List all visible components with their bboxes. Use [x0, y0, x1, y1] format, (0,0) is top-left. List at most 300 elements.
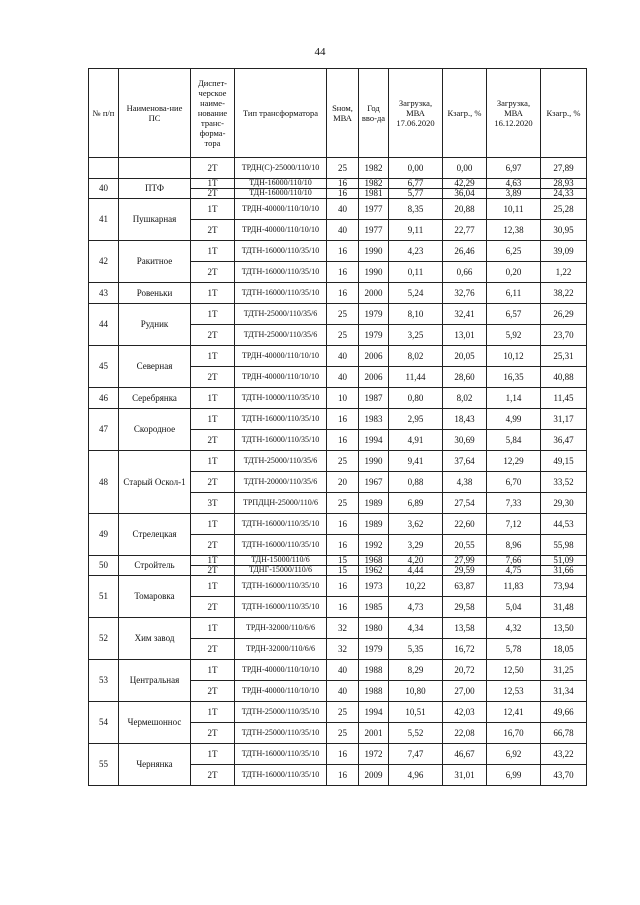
cell-type: ТРДН-40000/110/10/10 — [235, 660, 327, 681]
cell-k1: 20,88 — [443, 199, 487, 220]
cell-disp: 1Т — [191, 409, 235, 430]
cell-k2: 28,93 — [541, 179, 587, 189]
cell-year: 1992 — [359, 535, 389, 556]
cell-disp: 2Т — [191, 597, 235, 618]
cell-load1: 9,11 — [389, 220, 443, 241]
cell-substation-name: Серебрянка — [119, 388, 191, 409]
cell-substation-name: ПТФ — [119, 179, 191, 199]
cell-snom: 16 — [327, 409, 359, 430]
cell-year: 1990 — [359, 241, 389, 262]
cell-year: 1962 — [359, 566, 389, 576]
cell-load2: 6,92 — [487, 744, 541, 765]
cell-type: ТДТН-25000/110/35/6 — [235, 304, 327, 325]
cell-num: 43 — [89, 283, 119, 304]
cell-load2: 12,53 — [487, 681, 541, 702]
cell-load1: 10,51 — [389, 702, 443, 723]
cell-load2: 4,32 — [487, 618, 541, 639]
cell-substation-name: Ровеньки — [119, 283, 191, 304]
cell-k1: 8,02 — [443, 388, 487, 409]
cell-k2: 51,09 — [541, 556, 587, 566]
cell-load1: 4,44 — [389, 566, 443, 576]
cell-year: 1994 — [359, 430, 389, 451]
cell-type: ТДТН-16000/110/35/10 — [235, 262, 327, 283]
cell-num: 50 — [89, 556, 119, 576]
cell-snom: 16 — [327, 241, 359, 262]
cell-snom: 40 — [327, 199, 359, 220]
cell-k1: 42,03 — [443, 702, 487, 723]
cell-snom: 15 — [327, 556, 359, 566]
header-k1: Кзагр., % — [443, 69, 487, 158]
cell-year: 1979 — [359, 639, 389, 660]
cell-k2: 66,78 — [541, 723, 587, 744]
cell-load2: 6,97 — [487, 158, 541, 179]
header-type: Тип трансформатора — [235, 69, 327, 158]
cell-load2: 6,57 — [487, 304, 541, 325]
cell-k2: 30,95 — [541, 220, 587, 241]
header-disp: Диспет-черское наиме-нование транс-форма-тора — [191, 69, 235, 158]
cell-snom: 40 — [327, 367, 359, 388]
cell-load2: 7,12 — [487, 514, 541, 535]
cell-load2: 11,83 — [487, 576, 541, 597]
cell-year: 1988 — [359, 681, 389, 702]
cell-k1: 13,01 — [443, 325, 487, 346]
cell-year: 1990 — [359, 451, 389, 472]
cell-disp: 2Т — [191, 325, 235, 346]
cell-k2: 23,70 — [541, 325, 587, 346]
cell-year: 1985 — [359, 597, 389, 618]
cell-type: ТДТН-16000/110/35/10 — [235, 535, 327, 556]
cell-year: 1972 — [359, 744, 389, 765]
cell-k1: 46,67 — [443, 744, 487, 765]
cell-load1: 3,29 — [389, 535, 443, 556]
cell-load1: 0,80 — [389, 388, 443, 409]
cell-snom: 40 — [327, 346, 359, 367]
cell-type: ТРПДЦН-25000/110/6 — [235, 493, 327, 514]
cell-substation-name: Центральная — [119, 660, 191, 702]
cell-substation-name: Стрелецкая — [119, 514, 191, 556]
cell-disp: 2Т — [191, 723, 235, 744]
cell-snom: 16 — [327, 514, 359, 535]
cell-type: ТДНГ-15000/110/6 — [235, 566, 327, 576]
cell-num — [89, 158, 119, 179]
cell-type: ТДТН-25000/110/35/6 — [235, 451, 327, 472]
cell-type: ТДТН-25000/110/35/10 — [235, 723, 327, 744]
cell-snom: 16 — [327, 597, 359, 618]
cell-load1: 4,91 — [389, 430, 443, 451]
cell-year: 2000 — [359, 283, 389, 304]
table-row — [89, 514, 587, 535]
cell-k1: 29,58 — [443, 597, 487, 618]
cell-load1: 4,73 — [389, 597, 443, 618]
cell-year: 1977 — [359, 199, 389, 220]
cell-disp: 1Т — [191, 388, 235, 409]
cell-load2: 5,92 — [487, 325, 541, 346]
cell-k1: 27,99 — [443, 556, 487, 566]
cell-k2: 11,45 — [541, 388, 587, 409]
cell-k1: 0,00 — [443, 158, 487, 179]
cell-year: 1981 — [359, 189, 389, 199]
cell-year: 2006 — [359, 346, 389, 367]
cell-disp: 1Т — [191, 660, 235, 681]
cell-type: ТДТН-16000/110/35/10 — [235, 283, 327, 304]
cell-k2: 31,34 — [541, 681, 587, 702]
cell-year: 1968 — [359, 556, 389, 566]
cell-load2: 7,33 — [487, 493, 541, 514]
cell-substation-name: Пушкарная — [119, 199, 191, 241]
cell-k2: 31,66 — [541, 566, 587, 576]
cell-load2: 6,11 — [487, 283, 541, 304]
cell-type: ТДТН-16000/110/35/10 — [235, 409, 327, 430]
cell-k1: 20,72 — [443, 660, 487, 681]
cell-load2: 0,20 — [487, 262, 541, 283]
cell-load1: 0,00 — [389, 158, 443, 179]
cell-snom: 16 — [327, 179, 359, 189]
header-year: Год вво-да — [359, 69, 389, 158]
cell-disp: 1Т — [191, 346, 235, 367]
cell-disp: 2Т — [191, 189, 235, 199]
cell-snom: 40 — [327, 220, 359, 241]
cell-year: 1982 — [359, 158, 389, 179]
cell-num: 44 — [89, 304, 119, 346]
cell-k1: 30,69 — [443, 430, 487, 451]
cell-type: ТДТН-25000/110/35/6 — [235, 325, 327, 346]
cell-snom: 16 — [327, 765, 359, 786]
cell-disp: 1Т — [191, 702, 235, 723]
cell-k2: 25,31 — [541, 346, 587, 367]
cell-load1: 9,41 — [389, 451, 443, 472]
cell-num: 46 — [89, 388, 119, 409]
cell-disp: 1Т — [191, 241, 235, 262]
cell-year: 1979 — [359, 304, 389, 325]
cell-load2: 10,11 — [487, 199, 541, 220]
cell-snom: 16 — [327, 576, 359, 597]
table-row — [89, 304, 587, 325]
cell-load1: 4,23 — [389, 241, 443, 262]
cell-num: 47 — [89, 409, 119, 451]
cell-type: ТДТН-16000/110/35/10 — [235, 744, 327, 765]
cell-disp: 2Т — [191, 158, 235, 179]
cell-load1: 8,02 — [389, 346, 443, 367]
cell-disp: 2Т — [191, 220, 235, 241]
cell-disp: 1Т — [191, 576, 235, 597]
cell-load2: 12,41 — [487, 702, 541, 723]
cell-disp: 1Т — [191, 618, 235, 639]
cell-type: ТРДН-40000/110/10/10 — [235, 346, 327, 367]
cell-load2: 8,96 — [487, 535, 541, 556]
cell-load2: 4,63 — [487, 179, 541, 189]
cell-snom: 25 — [327, 304, 359, 325]
cell-year: 1982 — [359, 179, 389, 189]
page-number: 44 — [314, 46, 326, 58]
cell-snom: 40 — [327, 660, 359, 681]
cell-year: 1987 — [359, 388, 389, 409]
cell-k1: 42,29 — [443, 179, 487, 189]
cell-load2: 1,14 — [487, 388, 541, 409]
cell-k2: 44,53 — [541, 514, 587, 535]
cell-disp: 1Т — [191, 514, 235, 535]
cell-load2: 4,99 — [487, 409, 541, 430]
cell-k1: 28,60 — [443, 367, 487, 388]
table-row — [89, 660, 587, 681]
cell-k1: 22,08 — [443, 723, 487, 744]
cell-k1: 32,76 — [443, 283, 487, 304]
cell-load2: 16,70 — [487, 723, 541, 744]
cell-load2: 12,50 — [487, 660, 541, 681]
cell-snom: 15 — [327, 566, 359, 576]
cell-type: ТРДН(С)-25000/110/10 — [235, 158, 327, 179]
cell-year: 2006 — [359, 367, 389, 388]
cell-k1: 27,00 — [443, 681, 487, 702]
cell-substation-name: Хим завод — [119, 618, 191, 660]
cell-type: ТДН-16000/110/10 — [235, 189, 327, 199]
table-row — [89, 451, 587, 472]
cell-snom: 32 — [327, 618, 359, 639]
cell-load1: 11,44 — [389, 367, 443, 388]
cell-snom: 16 — [327, 283, 359, 304]
cell-load2: 12,38 — [487, 220, 541, 241]
cell-snom: 25 — [327, 325, 359, 346]
cell-k1: 29,59 — [443, 566, 487, 576]
cell-disp: 2Т — [191, 566, 235, 576]
cell-load2: 5,04 — [487, 597, 541, 618]
cell-k1: 13,58 — [443, 618, 487, 639]
table-body — [89, 158, 587, 786]
header-load2: Загрузка, МВА 16.12.2020 — [487, 69, 541, 158]
cell-substation-name: Северная — [119, 346, 191, 388]
cell-k1: 27,54 — [443, 493, 487, 514]
cell-type: ТРДН-32000/110/6/6 — [235, 639, 327, 660]
cell-k1: 20,55 — [443, 535, 487, 556]
cell-load1: 0,11 — [389, 262, 443, 283]
cell-k1: 32,41 — [443, 304, 487, 325]
cell-load1: 8,35 — [389, 199, 443, 220]
cell-year: 1973 — [359, 576, 389, 597]
cell-disp: 1Т — [191, 179, 235, 189]
cell-k2: 31,48 — [541, 597, 587, 618]
cell-load1: 7,47 — [389, 744, 443, 765]
cell-type: ТРДН-40000/110/10/10 — [235, 220, 327, 241]
cell-num: 51 — [89, 576, 119, 618]
cell-k1: 16,72 — [443, 639, 487, 660]
cell-k2: 24,33 — [541, 189, 587, 199]
cell-load2: 6,70 — [487, 472, 541, 493]
cell-load1: 4,20 — [389, 556, 443, 566]
cell-type: ТДТН-16000/110/35/10 — [235, 430, 327, 451]
table-row — [89, 556, 587, 566]
cell-k2: 27,89 — [541, 158, 587, 179]
cell-year: 1977 — [359, 220, 389, 241]
cell-load2: 3,89 — [487, 189, 541, 199]
cell-type: ТДТН-16000/110/35/10 — [235, 576, 327, 597]
cell-type: ТДН-16000/110/10 — [235, 179, 327, 189]
cell-load1: 4,96 — [389, 765, 443, 786]
cell-load2: 5,78 — [487, 639, 541, 660]
cell-disp: 2Т — [191, 639, 235, 660]
cell-snom: 32 — [327, 639, 359, 660]
cell-year: 1988 — [359, 660, 389, 681]
cell-load2: 5,84 — [487, 430, 541, 451]
cell-snom: 16 — [327, 535, 359, 556]
cell-year: 1980 — [359, 618, 389, 639]
cell-num: 48 — [89, 451, 119, 514]
cell-type: ТРДН-32000/110/6/6 — [235, 618, 327, 639]
cell-load1: 5,52 — [389, 723, 443, 744]
cell-disp: 2Т — [191, 535, 235, 556]
table-row — [89, 346, 587, 367]
cell-disp: 1Т — [191, 744, 235, 765]
transformer-load-table — [88, 68, 587, 786]
cell-load1: 3,25 — [389, 325, 443, 346]
cell-load1: 5,24 — [389, 283, 443, 304]
cell-disp: 3Т — [191, 493, 235, 514]
cell-year: 1967 — [359, 472, 389, 493]
table-row — [89, 283, 587, 304]
cell-k2: 26,29 — [541, 304, 587, 325]
cell-load1: 6,77 — [389, 179, 443, 189]
header-k2: Кзагр., % — [541, 69, 587, 158]
cell-substation-name: Рудник — [119, 304, 191, 346]
cell-k1: 22,77 — [443, 220, 487, 241]
cell-snom: 16 — [327, 262, 359, 283]
cell-snom: 10 — [327, 388, 359, 409]
cell-num: 49 — [89, 514, 119, 556]
cell-disp: 2Т — [191, 681, 235, 702]
cell-k1: 20,05 — [443, 346, 487, 367]
cell-substation-name: Ракитное — [119, 241, 191, 283]
header-load1: Загрузка, МВА 17.06.2020 — [389, 69, 443, 158]
cell-k1: 4,38 — [443, 472, 487, 493]
cell-substation-name: Старый Оскол-1 — [119, 451, 191, 514]
cell-snom: 25 — [327, 493, 359, 514]
table-row — [89, 179, 587, 189]
cell-disp: 1Т — [191, 304, 235, 325]
cell-year: 1979 — [359, 325, 389, 346]
cell-k1: 0,66 — [443, 262, 487, 283]
cell-snom: 16 — [327, 430, 359, 451]
cell-k2: 40,88 — [541, 367, 587, 388]
cell-year: 1990 — [359, 262, 389, 283]
cell-k2: 73,94 — [541, 576, 587, 597]
cell-num: 40 — [89, 179, 119, 199]
cell-k2: 36,47 — [541, 430, 587, 451]
table-row — [89, 409, 587, 430]
cell-load2: 16,35 — [487, 367, 541, 388]
cell-k1: 31,01 — [443, 765, 487, 786]
cell-k1: 37,64 — [443, 451, 487, 472]
header-snom: Sном, МВА — [327, 69, 359, 158]
header-name: Наименова-ние ПС — [119, 69, 191, 158]
cell-k2: 31,17 — [541, 409, 587, 430]
cell-snom: 40 — [327, 681, 359, 702]
cell-year: 2001 — [359, 723, 389, 744]
cell-num: 55 — [89, 744, 119, 786]
cell-disp: 1Т — [191, 451, 235, 472]
cell-k1: 22,60 — [443, 514, 487, 535]
cell-k2: 43,70 — [541, 765, 587, 786]
cell-type: ТДН-15000/110/6 — [235, 556, 327, 566]
cell-load1: 8,29 — [389, 660, 443, 681]
cell-type: ТДТН-16000/110/35/10 — [235, 765, 327, 786]
cell-snom: 16 — [327, 744, 359, 765]
cell-k2: 25,28 — [541, 199, 587, 220]
cell-load1: 4,34 — [389, 618, 443, 639]
table-row — [89, 744, 587, 765]
cell-year: 1989 — [359, 514, 389, 535]
cell-type: ТРДН-40000/110/10/10 — [235, 681, 327, 702]
cell-k2: 49,66 — [541, 702, 587, 723]
cell-type: ТДТН-16000/110/35/10 — [235, 597, 327, 618]
cell-k2: 18,05 — [541, 639, 587, 660]
cell-load1: 8,10 — [389, 304, 443, 325]
cell-num: 41 — [89, 199, 119, 241]
table-row — [89, 241, 587, 262]
cell-type: ТДТН-16000/110/35/10 — [235, 241, 327, 262]
cell-year: 1989 — [359, 493, 389, 514]
cell-load1: 5,77 — [389, 189, 443, 199]
cell-type: ТДТН-16000/110/35/10 — [235, 514, 327, 535]
cell-type: ТРДН-40000/110/10/10 — [235, 199, 327, 220]
cell-k1: 36,04 — [443, 189, 487, 199]
table-header — [89, 69, 587, 158]
cell-load1: 10,80 — [389, 681, 443, 702]
table-row — [89, 618, 587, 639]
cell-load1: 10,22 — [389, 576, 443, 597]
cell-load1: 5,35 — [389, 639, 443, 660]
cell-disp: 2Т — [191, 262, 235, 283]
cell-num: 52 — [89, 618, 119, 660]
cell-k2: 1,22 — [541, 262, 587, 283]
table-row — [89, 576, 587, 597]
cell-k2: 33,52 — [541, 472, 587, 493]
cell-k2: 13,50 — [541, 618, 587, 639]
cell-year: 2009 — [359, 765, 389, 786]
table-row — [89, 158, 587, 179]
cell-num: 53 — [89, 660, 119, 702]
cell-snom: 16 — [327, 189, 359, 199]
cell-k2: 31,25 — [541, 660, 587, 681]
cell-snom: 25 — [327, 723, 359, 744]
cell-year: 1983 — [359, 409, 389, 430]
cell-k2: 49,15 — [541, 451, 587, 472]
cell-load2: 10,12 — [487, 346, 541, 367]
cell-substation-name: Стройтель — [119, 556, 191, 576]
table-row — [89, 388, 587, 409]
cell-k2: 39,09 — [541, 241, 587, 262]
cell-num: 42 — [89, 241, 119, 283]
cell-k1: 18,43 — [443, 409, 487, 430]
cell-disp: 2Т — [191, 765, 235, 786]
cell-snom: 25 — [327, 158, 359, 179]
cell-snom: 25 — [327, 702, 359, 723]
cell-num: 54 — [89, 702, 119, 744]
cell-substation-name: Томаровка — [119, 576, 191, 618]
header-num: № п/п — [89, 69, 119, 158]
cell-load2: 4,75 — [487, 566, 541, 576]
cell-disp: 2Т — [191, 367, 235, 388]
cell-k2: 43,22 — [541, 744, 587, 765]
cell-disp: 1Т — [191, 556, 235, 566]
cell-disp: 2Т — [191, 430, 235, 451]
cell-load2: 12,29 — [487, 451, 541, 472]
cell-load1: 2,95 — [389, 409, 443, 430]
cell-load2: 6,25 — [487, 241, 541, 262]
cell-type: ТДТН-25000/110/35/10 — [235, 702, 327, 723]
cell-substation-name — [119, 158, 191, 179]
cell-load1: 6,89 — [389, 493, 443, 514]
table-row — [89, 199, 587, 220]
cell-year: 1994 — [359, 702, 389, 723]
cell-substation-name: Чермешоннос — [119, 702, 191, 744]
